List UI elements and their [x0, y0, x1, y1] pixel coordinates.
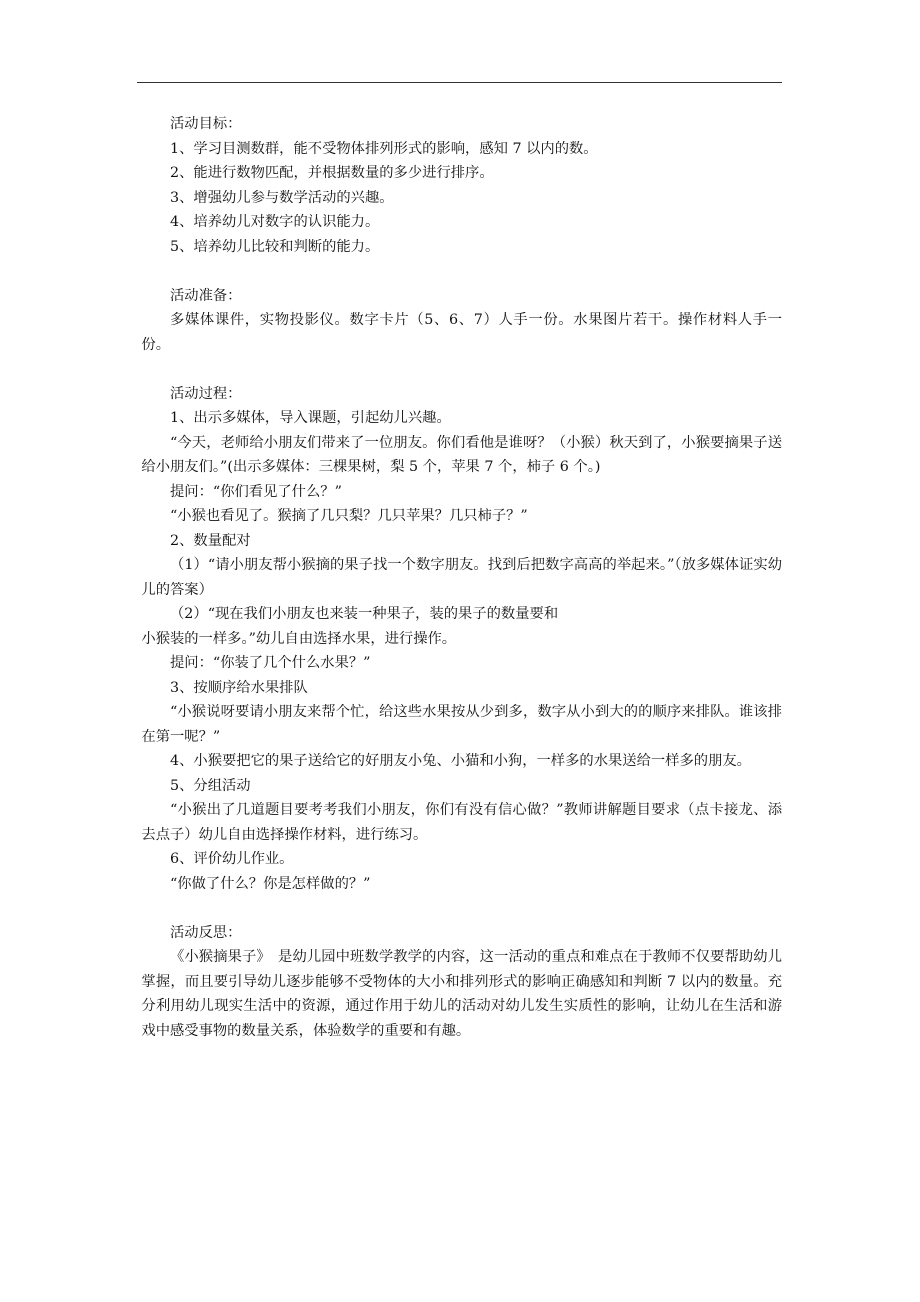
goal-item: 1、学习目测数群，能不受物体排列形式的影响，感知 7 以内的数。 — [170, 140, 598, 157]
process-step: 4、小猴要把它的果子送给它的好朋友小兔、小猫和小狗，一样多的水果送给一样多的朋友。 — [170, 753, 751, 769]
process-substep: （2）“现在我们小朋友也来装一种果子，装的果子的数量要和 — [170, 606, 559, 622]
process-step: 6、评价幼儿作业。 — [170, 851, 294, 867]
process-substep-cont: 小猴装的一样多。”幼儿自由选择水果，进行操作。 — [141, 630, 457, 647]
header-rule — [137, 82, 782, 83]
process-step: 2、数量配对 — [170, 532, 251, 549]
reflection-heading: 活动反思： — [170, 924, 242, 941]
process-step: 1、出示多媒体，导入课题，引起幼儿兴趣。 — [170, 410, 451, 426]
prep-heading: 活动准备： — [170, 287, 242, 304]
spacer — [170, 896, 782, 921]
goal-item: 2、能进行数物匹配，并根据数量的多少进行排序。 — [170, 165, 494, 181]
goal-item: 5、培养幼儿比较和判断的能力。 — [170, 238, 380, 255]
process-step: 3、按顺序给水果排队 — [170, 679, 308, 696]
process-quote: “今天，老师给小朋友们带来了一位朋友。你们看他是谁呀？（小猴）秋天到了，小猴要摘果子送给小朋友们。”(出示多媒体：三棵果树，梨 5 个，苹果 7 个，柿子 6 个。) — [141, 434, 782, 475]
process-quote: “小猴说呀要请小朋友来帮个忙，给这些水果按从少到多，数字从小到大的的顺序来排队。谁该排在第一呢？” — [141, 704, 782, 745]
process-question: 提问：“你们看见了什么？” — [170, 483, 342, 500]
prep-text: 多媒体课件，实物投影仪。数字卡片（5、6、7）人手一份。水果图片若干。操作材料人手一份。 — [141, 312, 782, 353]
process-question: 提问：“你装了几个什么水果？” — [170, 655, 371, 671]
reflection-text: 《小猴摘果子》 是幼儿园中班数学教学的内容，这一活动的重点和难点在于教师不仅要帮助幼儿掌握，而且要引导幼儿逐步能够不受物体的大小和排列形式的影响正确感知和判断 7 以内的数量。充分利用幼儿现实生活中的资源，通过作用于幼儿的活动对幼儿发生实质性的影响，让幼儿在生活和游戏中感受事物的数量关系，体验数学的重要和有趣。 — [141, 949, 782, 1039]
document-body — [141, 112, 782, 1043]
process-quote: “你做了什么？你是怎样做的？” — [170, 875, 371, 892]
process-heading: 活动过程： — [170, 385, 242, 402]
spacer — [170, 259, 782, 284]
goal-item: 3、增强幼儿参与数学活动的兴趣。 — [170, 189, 394, 206]
process-step: 5、分组活动 — [170, 777, 251, 794]
process-quote: “小猴也看见了。猴摘了几只梨？几只苹果？几只柿子？” — [170, 508, 528, 524]
goals-heading: 活动目标： — [170, 116, 242, 132]
goal-item: 4、培养幼儿对数字的认识能力。 — [170, 214, 380, 230]
spacer — [170, 357, 782, 382]
process-substep: （1）“请小朋友帮小猴摘的果子找一个数字朋友。找到后把数字高高的举起来。”（放多媒体证实幼儿的答案） — [141, 557, 782, 598]
process-quote: “小猴出了几道题目要考考我们小朋友，你们有没有信心做？”教师讲解题目要求（点卡接龙、添去点子）幼儿自由选择操作材料，进行练习。 — [141, 802, 782, 843]
